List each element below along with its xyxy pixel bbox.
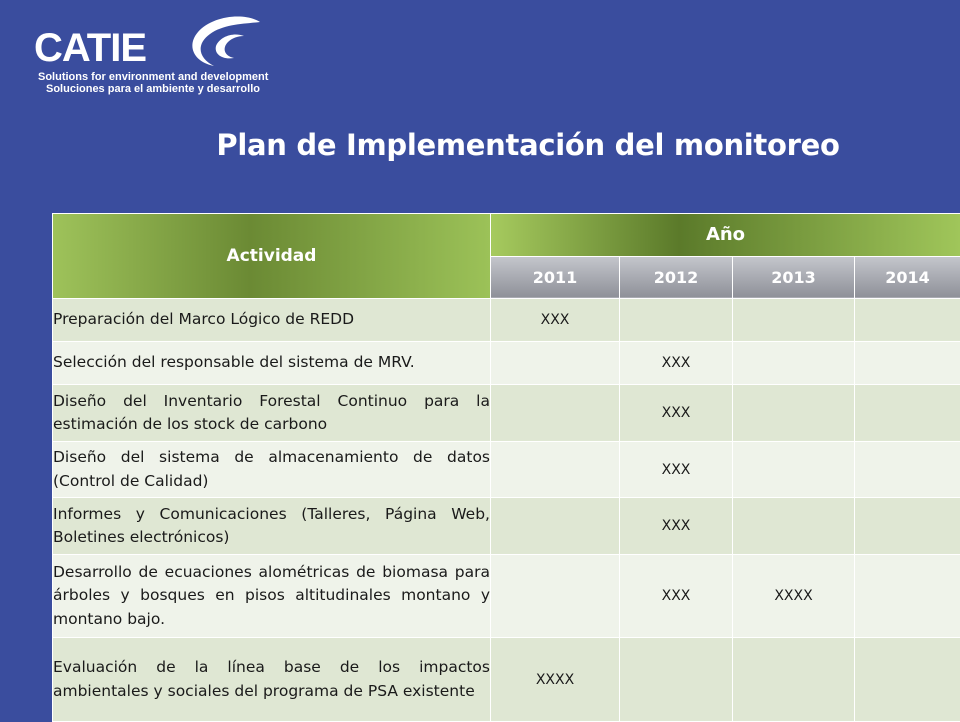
logo-wordmark: CATIE <box>34 28 146 68</box>
table-row <box>53 638 960 722</box>
table-row <box>53 498 960 555</box>
page-title: Plan de Implementación del monitoreo <box>0 128 960 162</box>
year-cell <box>855 385 960 442</box>
table-row <box>53 342 960 385</box>
header-year-2011: 2011 <box>491 256 620 299</box>
activity-cell: Preparación del Marco Lógico de REDD <box>53 299 491 342</box>
activity-cell: Evaluación de la línea base de los impactos ambientales y sociales del programa de PSA existente <box>53 638 491 722</box>
year-cell: XXXX <box>733 555 855 638</box>
activity-cell: Diseño del sistema de almacenamiento de datos (Control de Calidad) <box>53 442 491 498</box>
table-row <box>53 299 960 342</box>
header-activity: Actividad <box>53 214 491 299</box>
year-cell <box>620 638 733 722</box>
year-cell <box>855 638 960 722</box>
table-row <box>53 385 960 442</box>
year-cell <box>733 442 855 498</box>
header-year-2013: 2013 <box>733 256 855 299</box>
year-cell <box>855 299 960 342</box>
year-cell: XXXX <box>491 638 620 722</box>
activity-cell: Desarrollo de ecuaciones alométricas de biomasa para árboles y bosques en pisos altitudinales montano y montano bajo. <box>53 555 491 638</box>
activity-cell: Selección del responsable del sistema de MRV. <box>53 342 491 385</box>
header-year-2012: 2012 <box>620 256 733 299</box>
catie-logo <box>34 14 274 98</box>
year-cell <box>733 638 855 722</box>
year-cell <box>733 385 855 442</box>
logo-tagline-en: Solutions for environment and development <box>38 71 268 83</box>
year-cell <box>491 555 620 638</box>
implementation-table <box>52 213 960 722</box>
year-cell <box>491 342 620 385</box>
year-cell <box>620 299 733 342</box>
year-cell <box>733 299 855 342</box>
year-cell: XXX <box>620 442 733 498</box>
year-cell: XXX <box>620 555 733 638</box>
year-cell: XXX <box>491 299 620 342</box>
table-row <box>53 442 960 498</box>
year-cell <box>491 442 620 498</box>
year-cell <box>733 342 855 385</box>
year-cell <box>491 385 620 442</box>
activity-cell: Informes y Comunicaciones (Talleres, Página Web, Boletines electrónicos) <box>53 498 491 555</box>
logo-tagline-es: Soluciones para el ambiente y desarrollo <box>46 83 260 95</box>
year-cell: XXX <box>620 385 733 442</box>
activity-cell: Diseño del Inventario Forestal Continuo para la estimación de los stock de carbono <box>53 385 491 442</box>
swoosh-icon <box>184 14 264 70</box>
table-row <box>53 555 960 638</box>
year-cell <box>855 442 960 498</box>
year-cell <box>733 498 855 555</box>
year-cell <box>491 498 620 555</box>
year-cell: XXX <box>620 342 733 385</box>
year-cell: XXX <box>620 498 733 555</box>
year-cell <box>855 555 960 638</box>
header-year-2014: 2014 <box>855 256 960 299</box>
header-year: Año <box>491 214 960 257</box>
year-cell <box>855 342 960 385</box>
year-cell <box>855 498 960 555</box>
